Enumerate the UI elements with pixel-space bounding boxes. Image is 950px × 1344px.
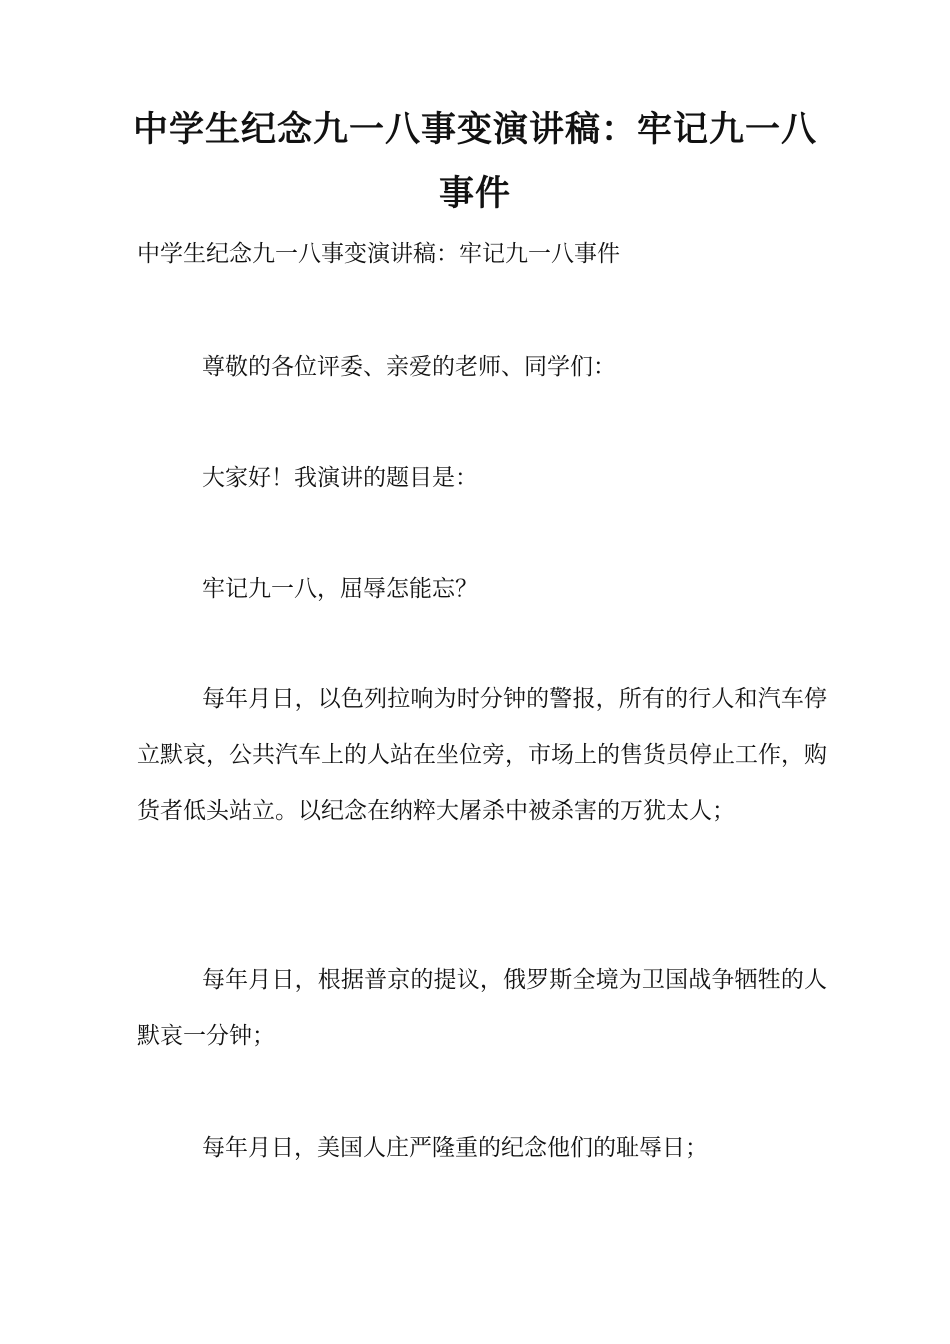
paragraph-intro: 大家好！我演讲的题目是： xyxy=(202,465,478,491)
document-subtitle: 中学生纪念九一八事变演讲稿：牢记九一八事件 xyxy=(137,241,620,267)
paragraph-topic: 牢记九一八，屈辱怎能忘？ xyxy=(202,576,478,602)
paragraph-russia: 每年月日，根据普京的提议，俄罗斯全境为卫国战争牺牲的人默哀一分钟； xyxy=(137,967,827,1049)
paragraph-greeting: 尊敬的各位评委、亲爱的老师、同学们： xyxy=(202,354,616,380)
paragraph-usa: 每年月日，美国人庄严隆重的纪念他们的耻辱日； xyxy=(202,1135,708,1161)
paragraph-israel: 每年月日，以色列拉响为时分钟的警报，所有的行人和汽车停立默哀，公共汽车上的人站在坐位旁，市场上的售货员停止工作，购货者低头站立。以纪念在纳粹大屠杀中被杀害的万犹太人； xyxy=(137,686,827,824)
document-title: 中学生纪念九一八事变演讲稿：牢记九一八事件 xyxy=(132,110,817,214)
